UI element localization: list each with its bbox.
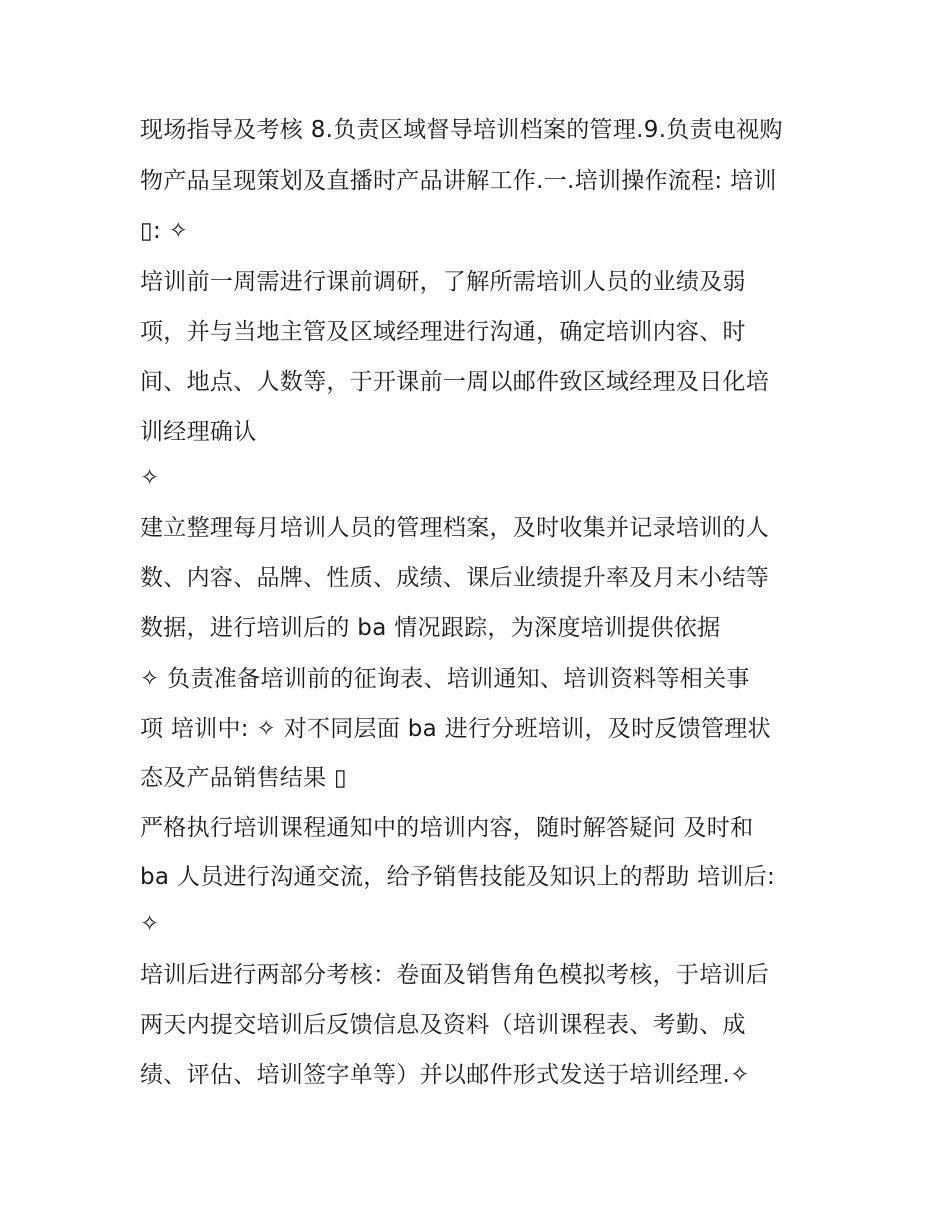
text-line: 现场指导及考核 8.负责区域督导培训档案的管理.9.负责电视购 (140, 117, 783, 143)
text-line: 间、地点、人数等，于开课前一周以邮件致区域经理及日化培 (140, 369, 770, 395)
text-line: 训经理确认 (140, 419, 257, 445)
text-line: 数、内容、品牌、性质、成绩、课后业绩提升率及月末小结等 (140, 565, 770, 591)
text-line: ✧ (140, 465, 160, 491)
text-line: 态及产品销售结果 ▯ (140, 765, 347, 791)
text-line: 培训后进行两部分考核：卷面及销售角色模拟考核，于培训后 (140, 962, 770, 988)
text-line: 严格执行培训课程通知中的培训内容，随时解答疑问 及时和 (140, 815, 754, 841)
text-line: ✧ 负责准备培训前的征询表、培训通知、培训资料等相关事 (140, 666, 750, 692)
text-line: 项 培训中: ✧ 对不同层面 ba 进行分班培训，及时反馈管理状 (140, 716, 771, 742)
text-line: 物产品呈现策划及直播时产品讲解工作.一.培训操作流程: 培训 (140, 168, 777, 194)
text-line: 数据，进行培训后的 ba 情况跟踪，为深度培训提供依据 (140, 615, 721, 641)
text-line: 两天内提交培训后反馈信息及资料（培训课程表、考勤、成 (140, 1012, 746, 1038)
text-line: ✧ (140, 911, 160, 937)
text-line: 绩、评估、培训签字单等）并以邮件形式发送于培训经理.✧ (140, 1062, 750, 1088)
text-line: 培训前一周需进行课前调研，了解所需培训人员的业绩及弱 (140, 269, 746, 295)
text-line: ba 人员进行沟通交流，给予销售技能及知识上的帮助 培训后: (140, 864, 776, 890)
text-line: 项，并与当地主管及区域经理进行沟通，确定培训内容、时 (140, 319, 746, 345)
text-line: ▯: ✧ (140, 218, 189, 244)
text-line: 建立整理每月培训人员的管理档案，及时收集并记录培训的人 (140, 515, 770, 541)
